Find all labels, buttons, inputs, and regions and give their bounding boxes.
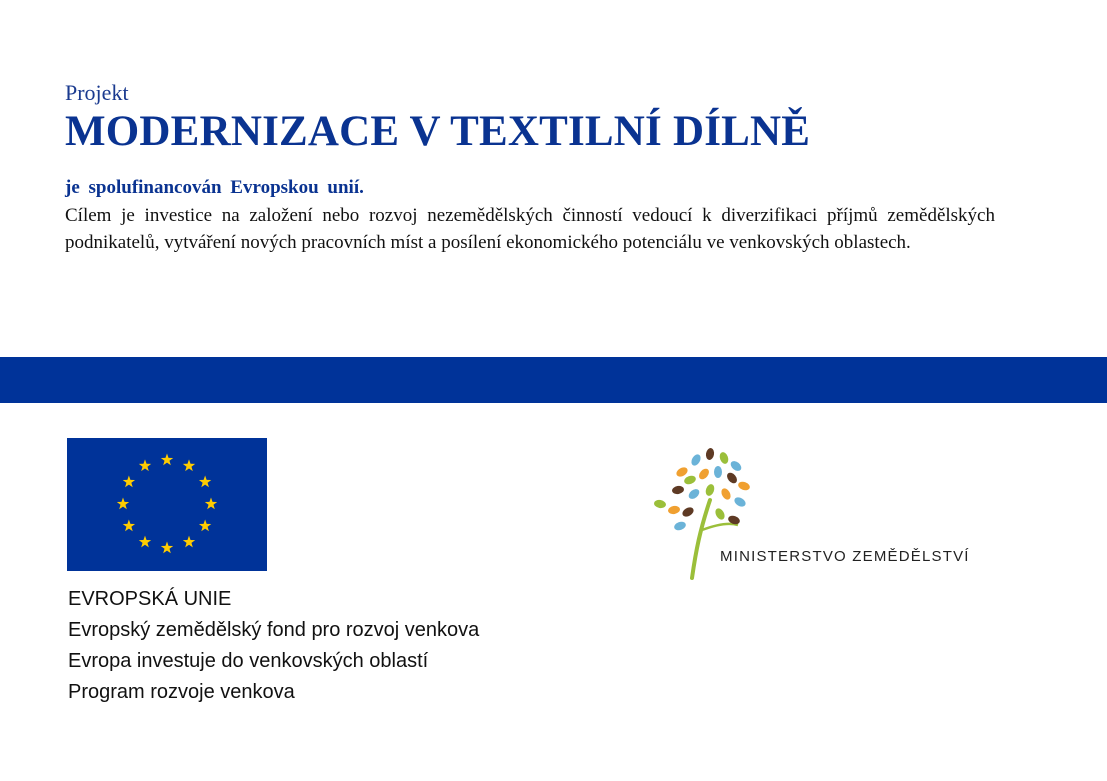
- eu-star-icon: [117, 498, 129, 510]
- project-header: [65, 80, 1065, 256]
- eu-line-title: EVROPSKÁ UNIE: [68, 588, 232, 610]
- eu-star-icon: [161, 454, 173, 466]
- eu-stars: [67, 438, 267, 571]
- ministry-name: MINISTERSTVO ZEMĚDĚLSTVÍ: [720, 548, 970, 565]
- cofinanced-statement: je spolufinancován Evropskou unií.: [65, 177, 364, 198]
- eu-star-icon: [183, 536, 195, 548]
- eu-star-icon: [123, 520, 135, 532]
- eu-star-icon: [139, 459, 151, 471]
- eu-star-icon: [205, 498, 217, 510]
- eu-line-slogan: Evropa investuje do venkovských oblastí: [68, 650, 429, 672]
- blue-divider-band: [0, 357, 1107, 403]
- eu-text-block: [68, 584, 479, 708]
- tree-icon: [640, 430, 980, 590]
- project-description: Cílem je investice na založení nebo rozvoj nezemědělských činností vedoucí k diverzifikaci příjmů zemědělských podnikatelů, vytváření nových pracovních míst a posílení ekonomického potenciálu ve venkovských oblastech.: [65, 205, 995, 253]
- eu-star-icon: [183, 459, 195, 471]
- eu-star-icon: [123, 476, 135, 488]
- project-title: MODERNIZACE V TEXTILNÍ DÍLNĚ: [65, 108, 811, 155]
- eu-star-icon: [161, 542, 173, 554]
- eu-star-icon: [139, 536, 151, 548]
- project-label: Projekt: [65, 80, 129, 105]
- eu-star-icon: [199, 520, 211, 532]
- eu-line-fund: Evropský zemědělský fond pro rozvoj venkova: [68, 619, 480, 641]
- eu-star-icon: [199, 476, 211, 488]
- ministry-logo: [640, 430, 980, 590]
- eu-flag-icon: [67, 438, 267, 571]
- eu-line-program: Program rozvoje venkova: [68, 681, 295, 703]
